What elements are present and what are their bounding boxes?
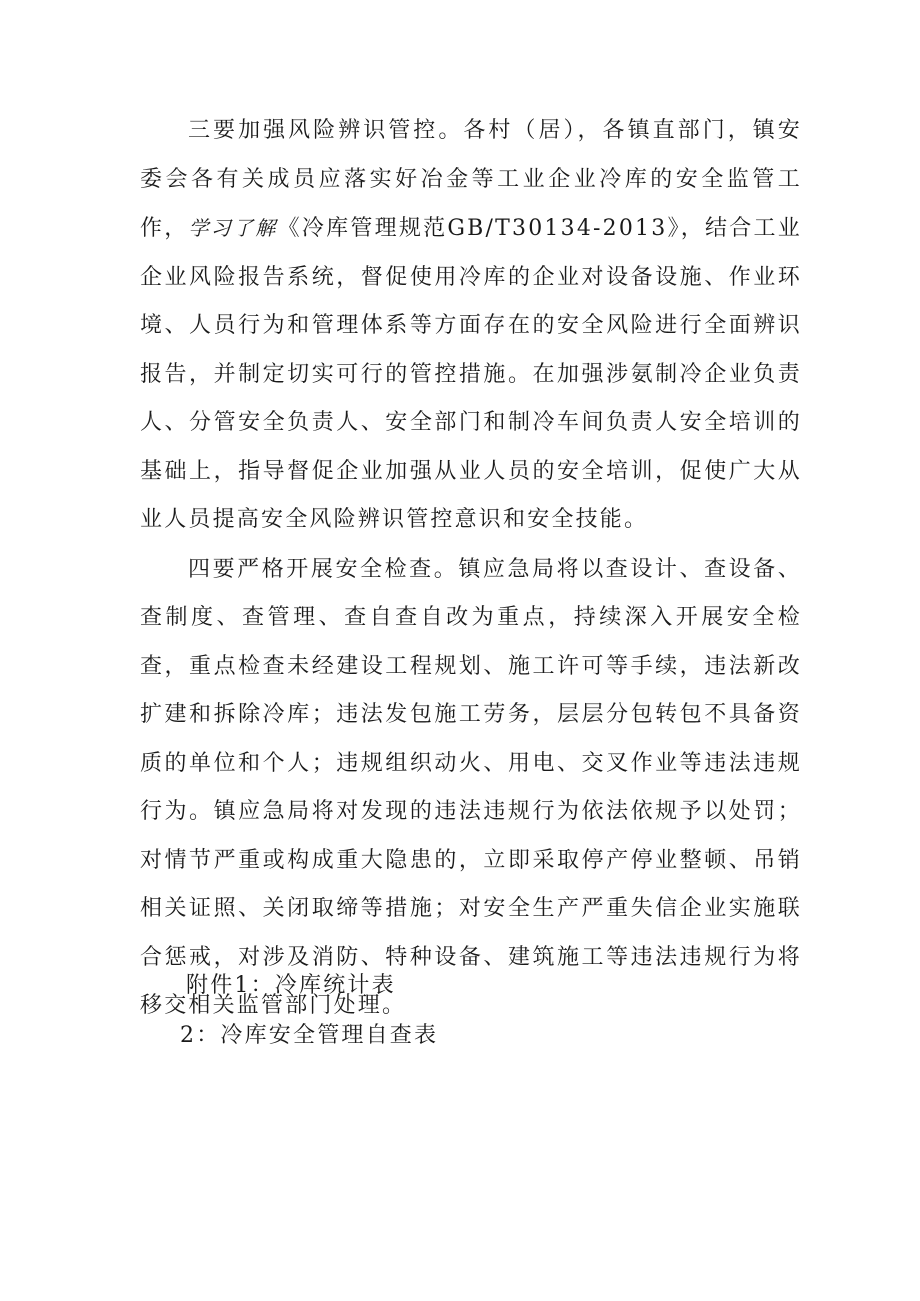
paragraph-safety-inspection: [140, 546, 802, 1031]
attachment-line-1: 附件1：冷库统计表: [186, 973, 396, 998]
italic-phrase: 学习了解: [188, 216, 278, 240]
attachment-line-2: 2：冷库安全管理自查表: [180, 1023, 439, 1048]
paragraph-risk-control: [140, 107, 802, 545]
paragraph-text: 三要加强风险辨识管控。各村（居），各镇直部门，镇安委会各有关成员应落实好冶金等工业企业冷库的安全监管工作，: [140, 118, 802, 241]
document-body: [140, 107, 802, 1031]
paragraph-text: 四要严格开展安全检查。镇应急局将以查设计、查设备、查制度、查管理、查自查自改为重点，持续深入开展安全检查，重点检查未经建设工程规划、施工许可等手续，违法新改扩建和拆除冷库；违法发包施工劳务，层层分包转包不具备资质的单位和个人；违规组织动火、用电、交叉作业等违法违规行为。镇应急局将对发现的违法违规行为依法依规予以处罚；对情节严重或构成重大隐患的，立即采取停产停业整顿、吊销相关证照、关闭取缔等措施；对安全生产严重失信企业实施联合惩戒，对涉及消防、特种设备、建筑施工等违法违规行为将移交相关监管部门处理。: [140, 556, 802, 1018]
paragraph-text: 《冷库管理规范GB/T30134-2013》，结合工业企业风险报告系统，督促使用冷库的企业对设备设施、作业环境、人员行为和管理体系等方面存在的安全风险进行全面辨识报告，并制定切实可行的管控措施。在加强涉氨制冷企业负责人、分管安全负责人、安全部门和制冷车间负责人安全培训的基础上，指导督促企业加强从业人员的安全培训，促使广大从业人员提高安全风险辨识管控意识和安全技能。: [140, 216, 802, 532]
